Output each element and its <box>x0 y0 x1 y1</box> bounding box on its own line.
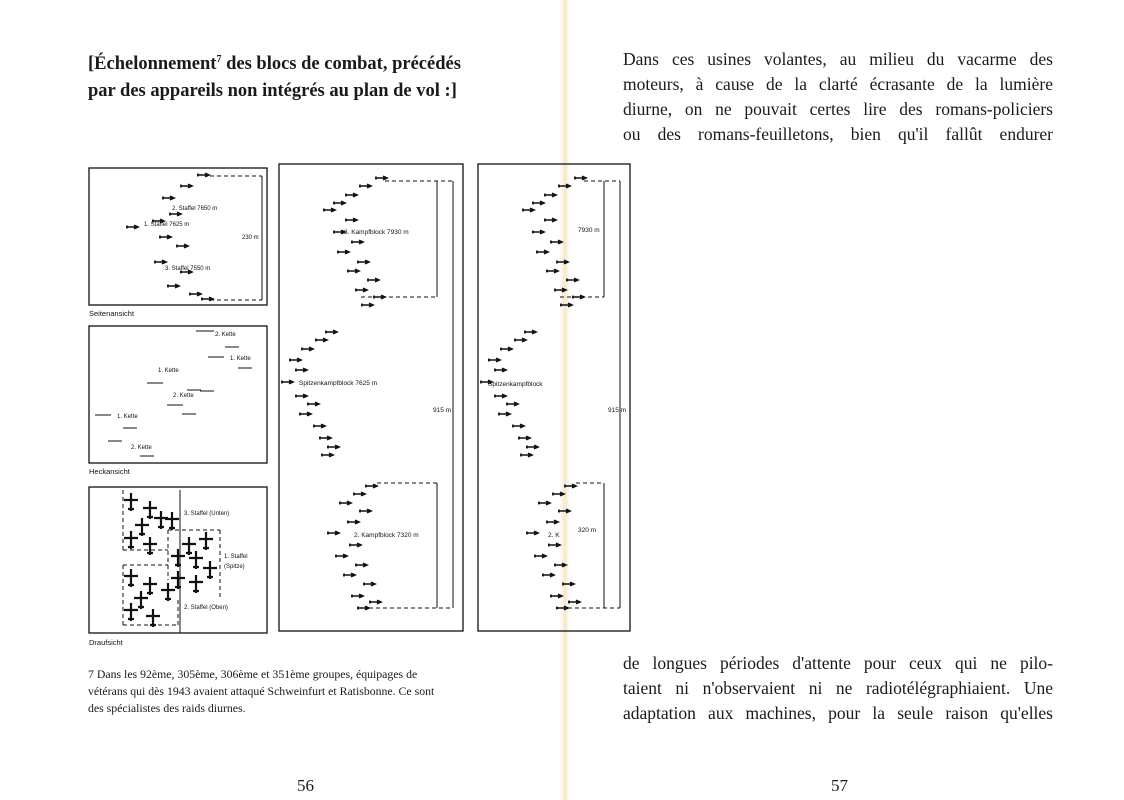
plane-topview-icon <box>171 571 185 589</box>
plane-topview-icon <box>124 569 138 587</box>
plane-icon <box>506 402 518 406</box>
diagram-label: 7930 m <box>578 227 600 234</box>
plane-icon <box>315 338 327 342</box>
heading-text-c: par des appareils non intégrés au plan de vol :] <box>88 81 457 102</box>
plane-icon <box>564 484 576 488</box>
plane-icon <box>568 600 580 604</box>
diagram-label: 915 m <box>433 407 452 414</box>
plane-icon <box>544 193 556 197</box>
heading-text-b: des blocs de combat, précédés <box>221 54 461 75</box>
plane-topview-icon <box>146 609 160 627</box>
plane-icon <box>556 606 568 610</box>
plane-icon <box>353 492 365 496</box>
plane-topview-icon <box>199 532 213 550</box>
page-number-right: 57 <box>831 776 848 795</box>
plane-icon <box>494 368 506 372</box>
plane-topview-icon <box>124 531 138 549</box>
plane-icon <box>167 284 179 288</box>
text-line: de longues périodes d'attente pour ceux qui ne pilo- <box>623 653 1053 673</box>
plane-icon <box>299 412 311 416</box>
diagram-label: 320 m <box>578 527 597 534</box>
plane-icon <box>546 269 558 273</box>
plane-topview-icon <box>189 575 203 593</box>
page-number-left: 56 <box>297 776 314 795</box>
footnote-ref: 7 <box>216 54 222 65</box>
plane-icon <box>295 394 307 398</box>
plane-icon <box>126 225 138 229</box>
partial-formation-panel <box>478 164 630 631</box>
plane-icon <box>176 244 188 248</box>
plane-icon <box>327 531 339 535</box>
plane-icon <box>542 573 554 577</box>
plane-topview-icon <box>143 537 157 555</box>
diagram-label: 3. Staffel (Unten) <box>184 511 230 517</box>
diagram-label: Spitzenkampfblock <box>488 381 543 388</box>
plane-icon <box>522 208 534 212</box>
plane-icon <box>369 600 381 604</box>
text-line: taient ni n'observaient ni ne radiotélégraphiaient. Une <box>623 678 1053 698</box>
plane-icon <box>520 453 532 457</box>
plane-icon <box>337 250 349 254</box>
plane-icon <box>512 424 524 428</box>
plane-topview-icon <box>143 577 157 595</box>
diagram-label: 2. Kette <box>173 393 194 399</box>
plane-icon <box>323 208 335 212</box>
plane-icon <box>357 606 369 610</box>
diagram-label: 2. K <box>548 532 560 539</box>
rear-view-caption: Heckansicht <box>89 467 130 476</box>
plane-icon <box>345 193 357 197</box>
formation-diagram <box>80 160 640 650</box>
heading-text-a: [Échelonnement <box>88 54 217 75</box>
side-view-panel <box>89 168 267 305</box>
diagram-label: 1. Kette <box>117 414 138 420</box>
plane-icon <box>566 278 578 282</box>
plane-icon <box>544 218 556 222</box>
plane-icon <box>534 554 546 558</box>
plane-icon <box>526 445 538 449</box>
diagram-label: (Spitze) <box>224 564 245 570</box>
plane-topview-icon <box>161 583 175 601</box>
text-line: Dans ces usines volantes, au milieu du vacarme des <box>623 49 1053 69</box>
plane-icon <box>355 563 367 567</box>
diagram-label: 230 m <box>242 235 259 241</box>
diagram-label: 1. Kette <box>158 368 179 374</box>
plane-topview-icon <box>165 512 179 530</box>
footnote <box>88 666 528 717</box>
side-view-caption: Seitenansicht <box>89 309 135 318</box>
plane-icon <box>359 509 371 513</box>
text-line: ou des romans-feuilletons, bien qu'il fallût endurer <box>623 124 1053 144</box>
plane-icon <box>327 445 339 449</box>
plane-icon <box>301 347 313 351</box>
plane-icon <box>363 582 375 586</box>
footnote-line: 7 Dans les 92ème, 305ème, 306ème et 351ème groupes, équipages de <box>88 667 418 681</box>
plane-icon <box>351 594 363 598</box>
plane-topview-icon <box>182 537 196 555</box>
plane-icon <box>339 501 351 505</box>
diagram-label: 1. Kette <box>230 356 251 362</box>
plane-icon <box>345 218 357 222</box>
plane-icon <box>514 338 526 342</box>
figure-heading <box>88 46 548 105</box>
body-text-bottom <box>623 651 1053 726</box>
plane-icon <box>159 235 171 239</box>
plane-icon <box>359 184 371 188</box>
plane-icon <box>349 543 361 547</box>
diagram-label: 2. Staffel 7650 m <box>172 206 218 212</box>
plane-icon <box>321 453 333 457</box>
plane-icon <box>162 196 174 200</box>
plane-icon <box>289 358 301 362</box>
plane-icon <box>361 303 373 307</box>
diagram-label: 3. Staffel 7550 m <box>165 266 211 272</box>
plane-icon <box>347 269 359 273</box>
diagram-label: 1. Staffel <box>224 554 248 560</box>
plane-icon <box>562 582 574 586</box>
plane-icon <box>560 303 572 307</box>
plane-icon <box>538 501 550 505</box>
footnote-line: des spécialistes des raids diurnes. <box>88 701 246 715</box>
plane-icon <box>197 173 209 177</box>
footnote-line: vétérans qui dès 1943 avaient attaqué Schweinfurt et Ratisbonne. Ce sont <box>88 684 435 698</box>
plane-icon <box>556 260 568 264</box>
text-line: adaptation aux machines, pour la seule raison qu'elles <box>623 703 1053 723</box>
diagram-label: 1. Staffel 7625 m <box>144 222 190 228</box>
plane-icon <box>532 201 544 205</box>
plane-icon <box>347 520 359 524</box>
plane-icon <box>550 594 562 598</box>
plane-icon <box>574 176 586 180</box>
plane-icon <box>558 509 570 513</box>
plane-icon <box>498 412 510 416</box>
plane-icon <box>367 278 379 282</box>
plane-icon <box>488 358 500 362</box>
diagram-label: 2. Staffel (Oben) <box>184 605 228 611</box>
plane-icon <box>180 184 192 188</box>
diagram-label: 915 m <box>608 407 627 414</box>
plane-topview-icon <box>124 603 138 621</box>
plane-icon <box>500 347 512 351</box>
plane-topview-icon <box>124 493 138 511</box>
plane-icon <box>355 288 367 292</box>
text-line: moteurs, à cause de la clarté écrasante de la lumière <box>623 74 1053 94</box>
plane-icon <box>307 402 319 406</box>
plane-icon <box>343 573 355 577</box>
top-view-caption: Draufsicht <box>89 638 123 647</box>
plane-icon <box>532 230 544 234</box>
plane-icon <box>335 554 347 558</box>
text-line: diurne, on ne pouvait certes lire des romans-policiers <box>623 99 1053 119</box>
diagram-label: 2. Kette <box>215 332 236 338</box>
plane-icon <box>365 484 377 488</box>
plane-topview-icon <box>135 518 149 536</box>
plane-icon <box>375 176 387 180</box>
body-text-top <box>623 47 1053 147</box>
plane-icon <box>333 201 345 205</box>
plane-topview-icon <box>143 501 157 519</box>
diagram-label: 2. Kette <box>131 445 152 451</box>
diagram-label: 2. Kampfblock 7320 m <box>354 532 419 539</box>
plane-icon <box>524 330 536 334</box>
plane-icon <box>325 330 337 334</box>
plane-icon <box>552 492 564 496</box>
plane-topview-icon <box>134 591 148 609</box>
plane-icon <box>554 563 566 567</box>
diagram-label: Spitzenkampfblock 7625 m <box>299 380 378 387</box>
plane-icon <box>351 240 363 244</box>
plane-icon <box>189 292 201 296</box>
plane-icon <box>554 288 566 292</box>
plane-icon <box>518 436 530 440</box>
plane-icon <box>295 368 307 372</box>
plane-icon <box>550 240 562 244</box>
plane-icon <box>546 520 558 524</box>
diagram-label: 3. Kampfblock 7930 m <box>344 229 409 236</box>
plane-icon <box>526 531 538 535</box>
plane-icon <box>494 394 506 398</box>
plane-icon <box>536 250 548 254</box>
plane-icon <box>169 212 181 216</box>
plane-icon <box>548 543 560 547</box>
plane-icon <box>357 260 369 264</box>
plane-icon <box>319 436 331 440</box>
plane-topview-icon <box>203 561 217 579</box>
plane-icon <box>281 380 293 384</box>
plane-icon <box>313 424 325 428</box>
plane-icon <box>558 184 570 188</box>
plane-icon <box>154 260 166 264</box>
plane-topview-icon <box>171 549 185 567</box>
